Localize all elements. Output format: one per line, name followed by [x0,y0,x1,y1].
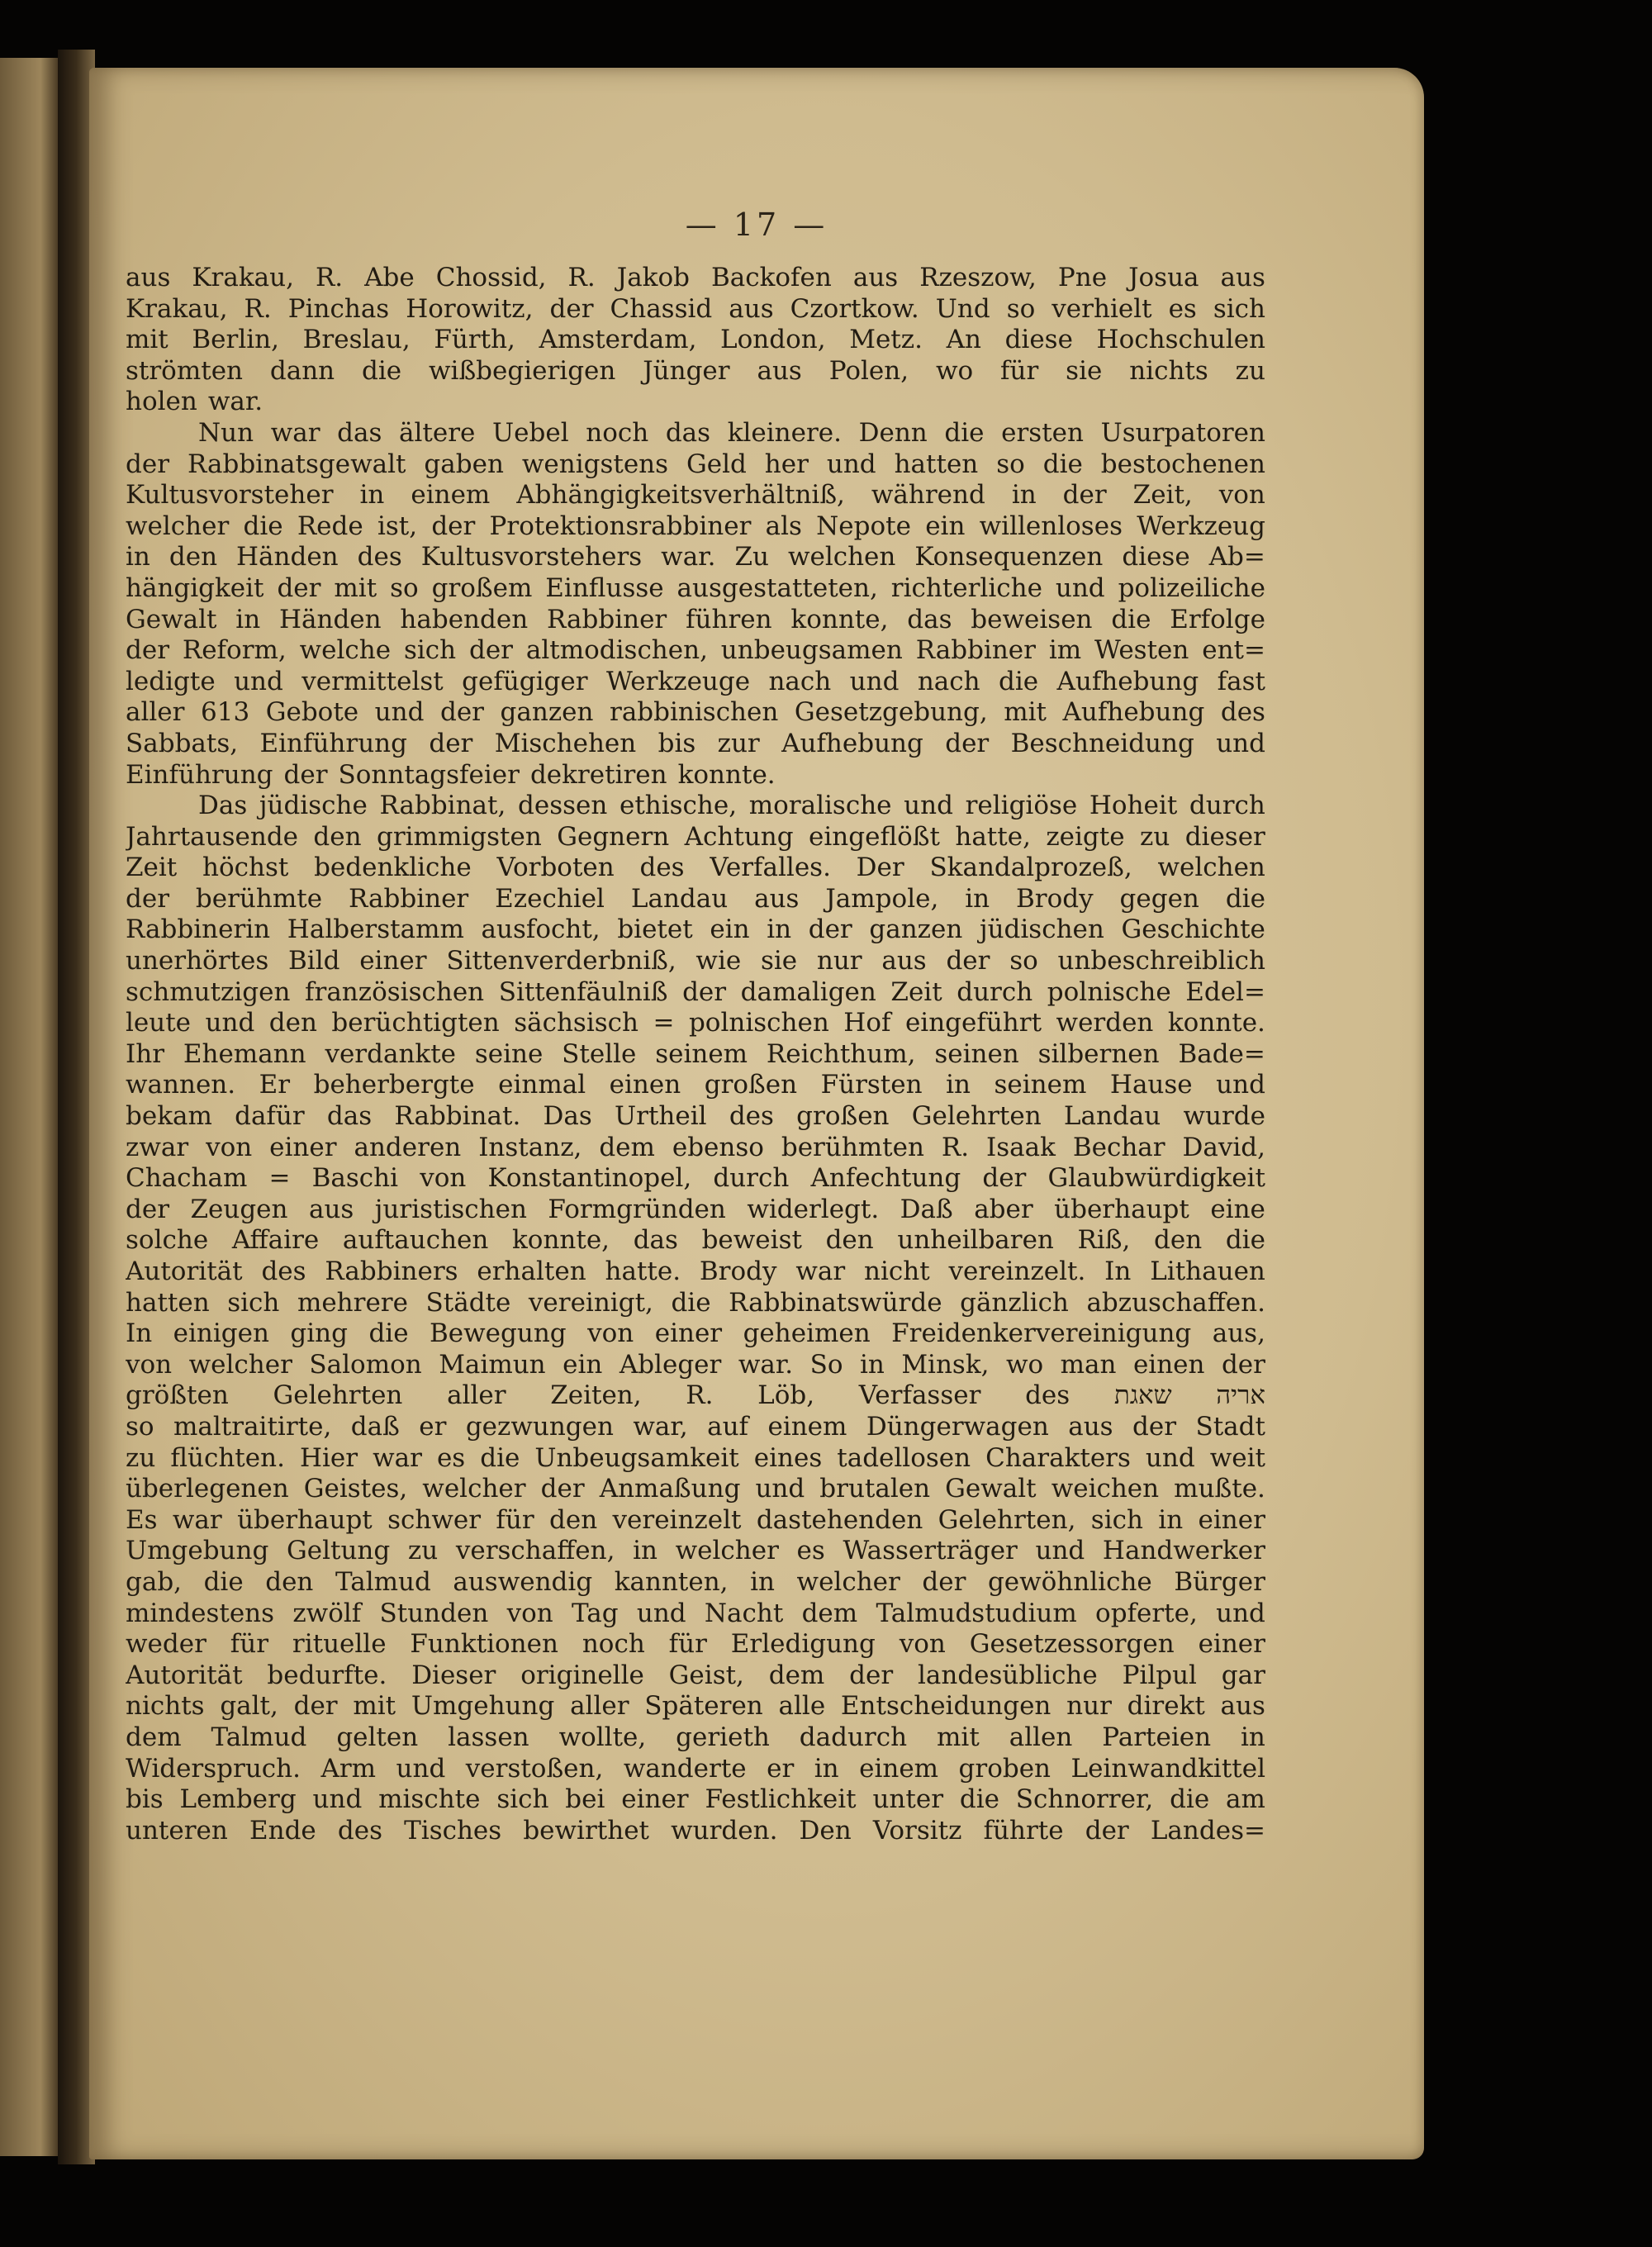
text-line: größten Gelehrten aller Zeiten, R. Löb, Verfasser des שאגת אריה [126,1380,1265,1411]
text-line: der Zeugen aus juristischen Formgründen widerlegt. Daß aber überhaupt eine [126,1194,1265,1224]
text-line: in den Händen des Kultusvorstehers war. Zu welchen Konsequenzen diese Ab= [126,542,1265,572]
text-line: zu flüchten. Hier war es die Unbeugsamkeit eines tadellosen Charakters und weit [126,1442,1265,1473]
text-line: Zeit höchst bedenkliche Vorboten des Verfalles. Der Skandalprozeß, welchen [126,853,1265,883]
text-line: Sabbats, Einführung der Mischehen bis zur Aufhebung der Beschneidung und [126,728,1265,758]
text-line: Einführung der Sonntagsfeier dekretiren konnte. [126,759,776,790]
text-line: Gewalt in Händen habenden Rabbiner führen konnte, das beweisen die Erfolge [126,604,1265,634]
text-line: so maltraitirte, daß er gezwungen war, auf einem Düngerwagen aus der Stadt [126,1411,1265,1442]
text-line: Autorität bedurfte. Dieser originelle Geist, dem der landesübliche Pilpul gar [126,1660,1265,1690]
text-line: Ihr Ehemann verdankte seine Stelle seinem Reichthum, seinen silbernen Bade= [126,1038,1265,1069]
text-line: zwar von einer anderen Instanz, dem ebenso berühmten R. Isaak Bechar David, [126,1132,1265,1162]
text-line: Es war überhaupt schwer für den vereinzelt dastehenden Gelehrten, sich in einer [126,1504,1265,1535]
text-line: mindestens zwölf Stunden von Tag und Nacht dem Talmudstudium opferte, und [126,1598,1265,1628]
text-line: der Reform, welche sich der altmodischen, unbeugsamen Rabbiner im Westen ent= [126,635,1265,666]
text-line: weder für rituelle Funktionen noch für Erledigung von Gesetzessorgen einer [126,1629,1265,1660]
text-line: unteren Ende des Tisches bewirthet wurden. Den Vorsitz führte der Landes= [126,1815,1265,1846]
text-line: dem Talmud gelten lassen wollte, gerieth dadurch mit allen Parteien in [126,1722,1265,1752]
text-line: welcher die Rede ist, der Protektionsrabbiner als Nepote ein willenloses Werkzeug [126,511,1265,541]
text-line: der Rabbinatsgewalt gaben wenigstens Geld her und hatten so die bestochenen [126,449,1265,479]
text-line: solche Affaire auftauchen konnte, das beweist den unheilbaren Riß, den die [126,1225,1265,1256]
text-line: ledigte und vermittelst gefügiger Werkzeuge nach und nach die Aufhebung fast [126,666,1265,696]
text-line: Umgebung Geltung zu verschaffen, in welcher es Wasserträger und Handwerker [126,1536,1265,1566]
text-line: holen war. [126,387,263,417]
text-line: Das jüdische Rabbinat, dessen ethische, moralische und religiöse Hoheit durch [198,791,1265,821]
text-line: schmutzigen französischen Sittenfäulniß der damaligen Zeit durch polnische Edel= [126,976,1265,1007]
page-number: — 17 — [685,207,828,243]
text-line: Krakau, R. Pinchas Horowitz, der Chassid aus Czortkow. Und so verhielt es sich [126,293,1265,324]
text-line: hängigkeit der mit so großem Einflusse ausgestatteten, richterliche und polizeiliche [126,572,1265,603]
text-line: Kultusvorsteher in einem Abhängigkeitsverhältniß, während in der Zeit, von [126,480,1265,511]
body-text [126,263,1265,1846]
text-line: leute und den berüchtigten sächsisch = polnischen Hof eingeführt werden konnte. [126,1008,1265,1038]
text-line: nichts galt, der mit Umgehung aller Späteren alle Entscheidungen nur direkt aus [126,1691,1265,1722]
text-line: von welcher Salomon Maimun ein Ableger war. So in Minsk, wo man einen der [126,1349,1265,1380]
text-line: In einigen ging die Bewegung von einer geheimen Freidenkervereinigung aus, [126,1318,1265,1349]
text-line: Widerspruch. Arm und verstoßen, wanderte er in einem groben Leinwandkittel [126,1753,1265,1784]
text-line: Chacham = Baschi von Konstantinopel, durch Anfechtung der Glaubwürdigkeit [126,1163,1265,1194]
left-page-edge [0,58,58,2156]
text-line: bekam dafür das Rabbinat. Das Urtheil des großen Gelehrten Landau wurde [126,1101,1265,1132]
text-line: der berühmte Rabbiner Ezechiel Landau aus Jampole, in Brody gegen die [126,883,1265,914]
text-line: gab, die den Talmud auswendig kannten, in welcher der gewöhnliche Bürger [126,1566,1265,1597]
text-line: Nun war das ältere Uebel noch das kleinere. Denn die ersten Usurpatoren [198,417,1265,448]
text-line: aus Krakau, R. Abe Chossid, R. Jakob Backofen aus Rzeszow, Pne Josua aus [126,263,1265,292]
text-line: mit Berlin, Breslau, Fürth, Amsterdam, London, Metz. An diese Hochschulen [126,325,1265,355]
text-line: unerhörtes Bild einer Sittenverderbniß, wie sie nur aus der so unbeschreiblich [126,946,1265,976]
text-line: wannen. Er beherbergte einmal einen großen Fürsten in seinem Hause und [126,1070,1265,1100]
text-line: bis Lemberg und mischte sich bei einer Festlichkeit unter die Schnorrer, die am [126,1784,1265,1815]
text-line: aller 613 Gebote und der ganzen rabbinischen Gesetzgebung, mit Aufhebung des [126,697,1265,728]
text-line: Autorität des Rabbiners erhalten hatte. Brody war nicht vereinzelt. In Lithauen [126,1257,1265,1286]
text-line: überlegenen Geistes, welcher der Anmaßung und brutalen Gewalt weichen mußte. [126,1474,1265,1504]
text-line: Rabbinerin Halberstamm ausfocht, bietet ein in der ganzen jüdischen Geschichte [126,914,1265,945]
text-line: hatten sich mehrere Städte vereinigt, die Rabbinatswürde gänzlich abzuschaffen. [126,1287,1265,1318]
text-line: Jahrtausende den grimmigsten Gegnern Achtung eingeflößt hatte, zeigte zu dieser [126,821,1265,852]
text-line: strömten dann die wißbegierigen Jünger aus Polen, wo für sie nichts zu [126,355,1265,386]
